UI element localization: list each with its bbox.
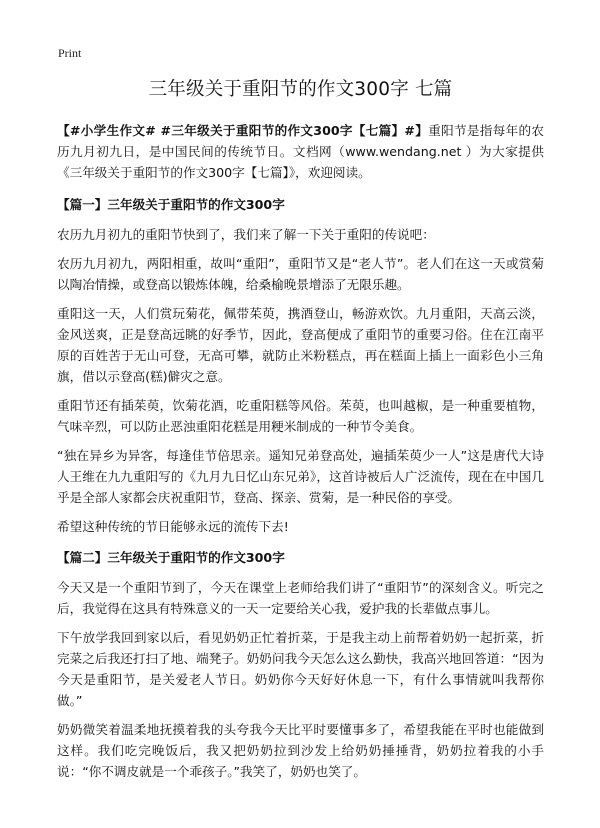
paragraph: 农历九月初九的重阳节快到了，我们来了解一下关于重阳的传说吧： xyxy=(57,227,435,242)
intro-paragraph xyxy=(57,120,544,183)
paragraph: “独在异乡为异客，每逢佳节倍思亲。遥知兄弟登高处，遍插茱萸少一人”这是唐代大诗人王维在九九重阳写的《九月九日忆山东兄弟》，这首诗被后人广泛流传，现在在中国几乎是全部人家都会庆祝重阳节，登高、探亲、赏菊，是一种民俗的享受。 xyxy=(57,448,544,505)
paragraph: 奶奶微笑着温柔地抚摸着我的头夸我今天比平时要懂事多了，希望我能在平时也能做到这样。我们吃完晚饭后，我又把奶奶拉到沙发上给奶奶捶捶背，奶奶拉着我的小手说：“你不调皮就是一个乖孩子。”我笑了，奶奶也笑了。 xyxy=(57,722,544,779)
paragraph: 农历九月初九，两阳相重，故叫“重阳”，重阳节又是“老人节”。老人们在这一天或赏菊以陶冶情操，或登高以锻炼体魄，给桑榆晚景增添了无限乐趣。 xyxy=(57,256,544,292)
page-title: 三年级关于重阳节的作文300字 七篇 xyxy=(148,79,453,100)
paragraph: 重阳这一天，人们赏玩菊花，佩带茱萸，携酒登山，畅游欢饮。九月重阳，天高云淡，金风送爽，正是登高远眺的好季节，因此，登高便成了重阳节的重要习俗。住在江南平原的百姓苦于无山可登，无高可攀，就防止米粉糕点，再在糕面上插上一面彩色小三角旗，借以示登高(糕)僻灾之意。 xyxy=(57,306,544,384)
paragraph: 重阳节还有插茱萸，饮菊花酒，吃重阳糕等风俗。茱萸，也叫越椒，是一种重要植物，气味辛烈，可以防止恶浊重阳花糕是用粳米制成的一种节令美食。 xyxy=(57,398,544,434)
paragraph: 今天又是一个重阳节到了，今天在课堂上老师给我们讲了“重阳节”的深刻含义。听完之后，我觉得在这具有特殊意义的一天一定要给关心我，爱护我的长辈做点事儿。 xyxy=(57,580,544,616)
section-heading: 【篇一】三年级关于重阳节的作文300字 xyxy=(57,197,285,212)
paragraph: 下午放学我回到家以后，看见奶奶正忙着折菜，于是我主动上前帮着奶奶一起折菜，折完菜之后我还打扫了地、端凳子。奶奶问我今天怎么这么勤快，我高兴地回答道：“因为今天是重阳节，是关爱老人节日。奶奶你今天好好休息一下，有什么事情就叫我帮你做。” xyxy=(57,630,544,708)
section-heading: 【篇二】三年级关于重阳节的作文300字 xyxy=(57,550,285,565)
document-page xyxy=(57,76,544,782)
paragraph: 希望这种传统的节日能够永远的流传下去! xyxy=(57,519,289,534)
intro-text: 重阳节是指每年的农历九月初九日，是中国民间的传统节日。文档网（www.wendang.net ）为大家提供《三年级关于重阳节的作文300字【七篇】》，欢迎阅读。 xyxy=(57,123,544,180)
print-link[interactable]: Print xyxy=(58,46,82,60)
intro-tag: 【#小学生作文# #三年级关于重阳节的作文300字【七篇】#】 xyxy=(57,123,429,138)
